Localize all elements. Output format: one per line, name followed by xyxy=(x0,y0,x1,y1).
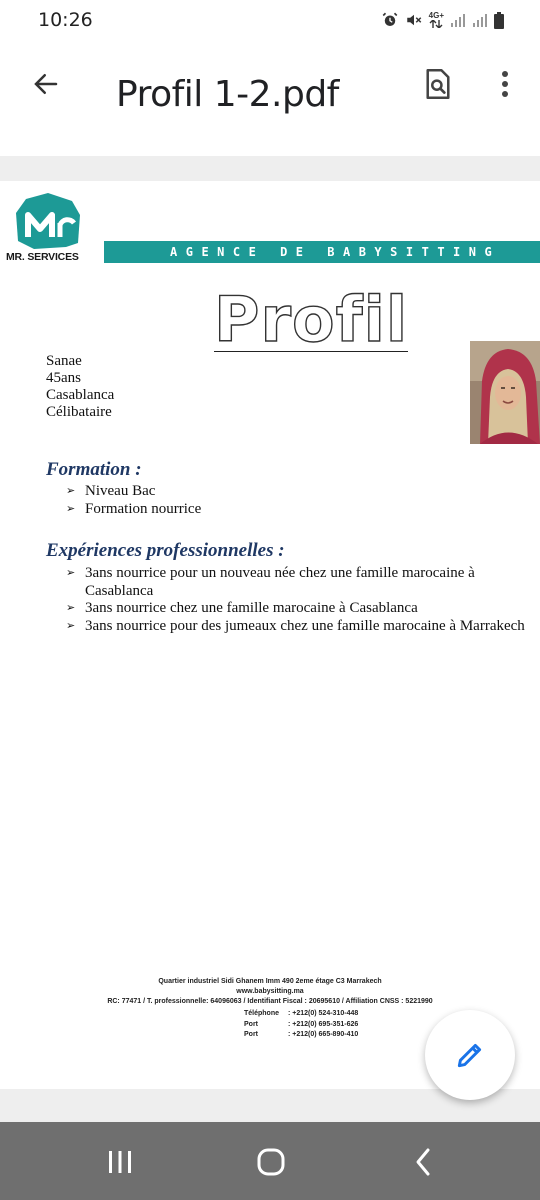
person-status: Célibataire xyxy=(46,404,112,420)
pdf-viewer[interactable] xyxy=(0,156,540,1122)
back-icon xyxy=(413,1147,433,1177)
signal-icon xyxy=(472,12,488,28)
signal-icon xyxy=(450,12,466,28)
back-button[interactable] xyxy=(26,64,66,104)
document-footer xyxy=(0,977,540,1007)
home-button[interactable] xyxy=(241,1140,301,1184)
bullet-arrow-icon: ➢ xyxy=(66,619,76,632)
bullet-arrow-icon: ➢ xyxy=(66,602,76,614)
phone-label: Téléphone xyxy=(244,1010,280,1017)
more-options-button[interactable] xyxy=(490,64,520,104)
phone-value: : +212(0) 524-310-448 xyxy=(288,1010,359,1017)
experience-heading: Expériences professionnelles : xyxy=(46,540,285,561)
formation-list xyxy=(66,483,201,518)
home-icon xyxy=(256,1147,286,1177)
footer-address: Quartier industriel Sidi Ghanem Imm 490 2eme étage C3 Marrakech xyxy=(158,978,382,985)
profile-photo xyxy=(470,341,540,444)
mute-icon xyxy=(405,11,423,29)
system-nav-bar xyxy=(0,1122,540,1200)
phone-row xyxy=(244,1009,358,1020)
more-vert-icon xyxy=(501,70,509,98)
phone-value: : +212(0) 695-351-626 xyxy=(288,1020,359,1028)
experience-list xyxy=(66,565,535,635)
footer-website: www.babysitting.ma xyxy=(236,988,304,995)
find-in-page-icon xyxy=(424,68,452,100)
pencil-icon xyxy=(454,1039,486,1071)
recent-apps-icon xyxy=(105,1149,135,1175)
agency-banner xyxy=(104,241,540,263)
logo-text: MR. SERVICES xyxy=(6,251,79,263)
profile-heading: Profil xyxy=(214,283,409,356)
person-name: Sanae xyxy=(46,353,82,369)
formation-heading: Formation : xyxy=(46,459,142,480)
app-bar xyxy=(0,42,540,156)
network-indicator xyxy=(429,12,444,28)
person-city: Casablanca xyxy=(46,387,115,403)
battery-icon xyxy=(494,12,504,29)
list-item: ➢ 3ans nourrice pour des jumeaux chez une famille marocaine à Marrakech xyxy=(66,617,525,634)
bullet-arrow-icon: ➢ xyxy=(66,502,76,515)
banner-text: AGENCE DE BABYSITTING xyxy=(170,245,501,259)
list-item: ➢ Niveau Bac xyxy=(66,483,156,499)
find-in-page-button[interactable] xyxy=(420,64,456,104)
phone-label: Port xyxy=(244,1020,258,1028)
pdf-page[interactable] xyxy=(0,181,540,1089)
nav-back-button[interactable] xyxy=(393,1140,453,1184)
bullet-arrow-icon: ➢ xyxy=(66,567,76,579)
arrow-left-icon xyxy=(31,69,61,99)
phone-row xyxy=(244,1030,358,1041)
footer-phones xyxy=(244,1009,358,1041)
footer-registry: RC: 77471 / T. professionnelle: 64096063 / Identifiant Fiscal : 20695610 / Affiliation CNSS : 5221990 xyxy=(107,998,433,1005)
phone-value: : +212(0) 665-890-410 xyxy=(288,1031,359,1038)
recent-apps-button[interactable] xyxy=(90,1140,150,1184)
phone-row xyxy=(244,1020,358,1031)
bullet-arrow-icon: ➢ xyxy=(66,485,76,497)
list-item: ➢ Formation nourrice xyxy=(66,500,202,517)
document-title: Profil 1-2.pdf xyxy=(116,74,339,115)
network-type: 4G+ xyxy=(428,11,444,20)
list-item: ➢ 3ans nourrice pour un nouveau née chez une famille marocaine à Casablanca xyxy=(66,565,475,599)
phone-label: Port xyxy=(244,1031,258,1038)
status-icons xyxy=(381,11,504,29)
edit-fab-button[interactable] xyxy=(425,1010,515,1100)
data-arrows-icon xyxy=(429,20,443,28)
status-time: 10:26 xyxy=(38,9,93,31)
status-bar xyxy=(0,0,540,42)
alarm-icon xyxy=(381,11,399,29)
identity-block xyxy=(46,353,114,421)
list-item: ➢ 3ans nourrice chez une famille marocaine à Casablanca xyxy=(66,600,418,616)
person-age: 45ans xyxy=(46,370,81,386)
